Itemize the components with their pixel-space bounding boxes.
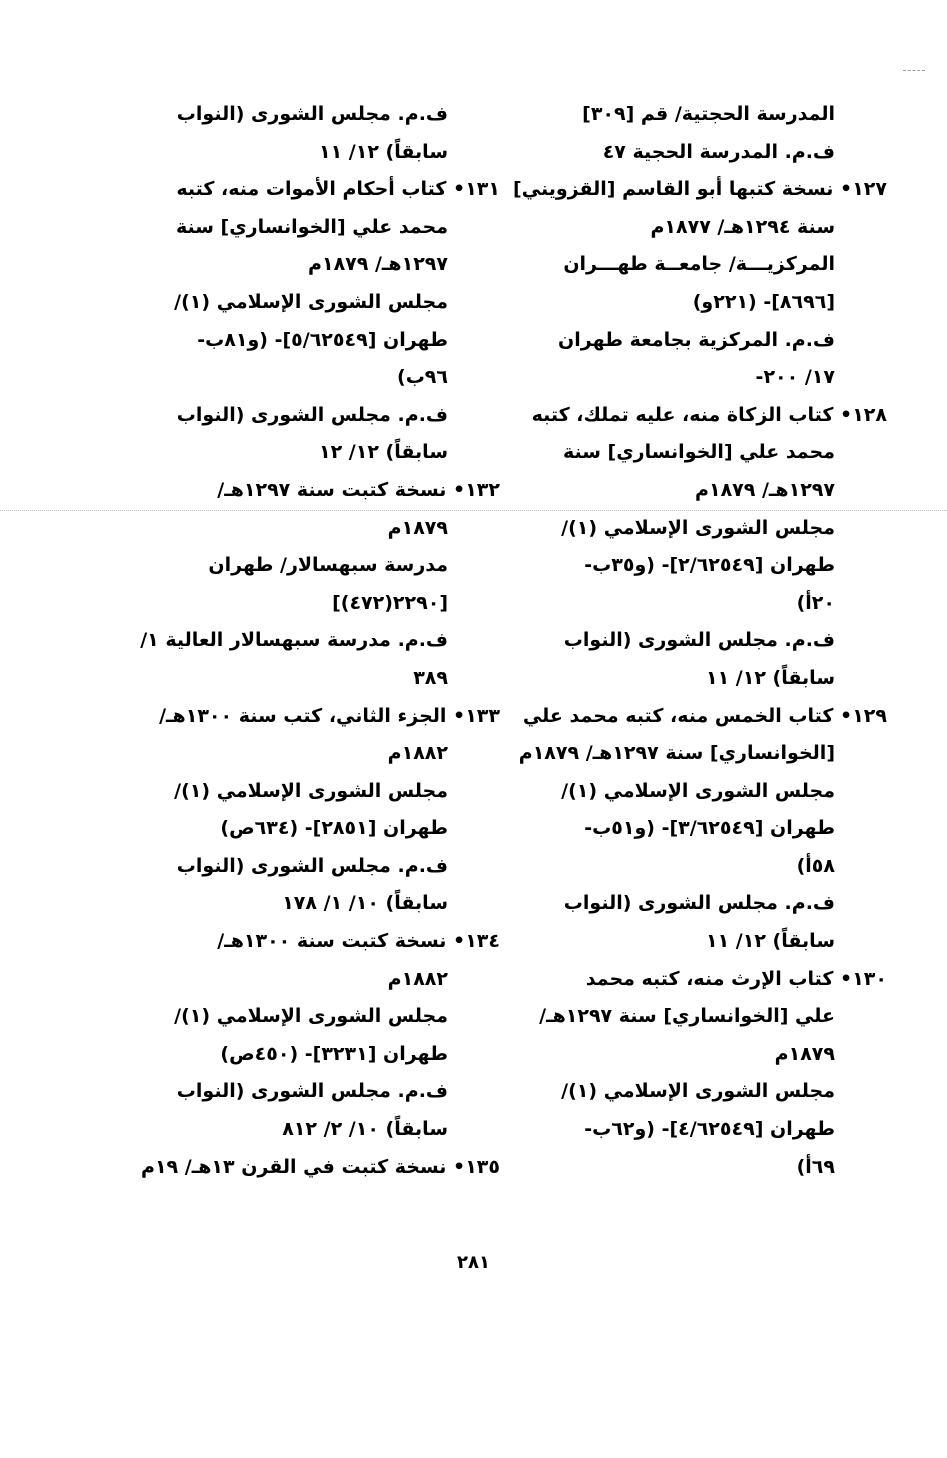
catalog-entry [505,96,835,171]
entry-line: ٦٩أ) [796,1155,835,1178]
entry-line: ١٢٩٧هـ/ ١٨٧٩م [308,253,448,276]
entry-line: مجلس الشورى الإسلامي (١)/ [174,1005,448,1028]
entry-line: ف.م. مجلس الشورى (النواب [563,629,835,652]
entry-line: ١٢٩• كتاب الخمس منه، كتبه محمد علي [522,704,887,727]
entry-line: [الخوانساري] سنة ١٢٩٧هـ/ ١٨٧٩م [518,742,835,765]
entry-line: سنة ١٢٩٤هـ/ ١٨٧٧م [650,215,835,238]
entry-line: ١٣٠• كتاب الإرث منه، كتبه محمد [585,967,887,990]
entry-line: ١٢٧• نسخة كتبها أبو القاسم [القزويني] [513,178,887,201]
entry-line: طهران [٢٨٥١]- (٦٣٤ص) [220,817,448,840]
entry-line: ف.م. مجلس الشورى (النواب [176,854,448,877]
entry-line: محمد علي [الخوانساري] سنة [175,215,448,238]
entry-line: سابقاً) ١٠/ ٢/ ٨١٢ [282,1118,448,1141]
catalog-entry [505,961,887,1187]
entry-line: سابقاً) ١٢/ ١١ [705,666,835,689]
entry-line: محمد علي [الخوانساري] سنة [562,441,835,464]
entry-line: طهران [٤/٦٢٥٤٩]- (و٦٢ب- [584,1118,835,1141]
entry-line: علي [الخوانساري] سنة ١٢٩٧هـ/ [539,1005,835,1028]
catalog-entry [505,698,887,961]
entry-line: مدرسة سبهسالار/ طهران [208,554,448,577]
entry-line: ١٢٨• كتاب الزكاة منه، عليه تملك، كتبه [531,403,887,426]
entry-line: ف.م. مدرسة سبهسالار العالية ١/ [140,629,448,652]
entry-line: ١٢٩٧هـ/ ١٨٧٩م [695,478,835,501]
entry-line: ف.م. مجلس الشورى (النواب [176,103,448,125]
page-number: ٢٨١ [457,1252,490,1273]
entry-line: طهران [٣٢٣١]- (٤٥٠ص) [220,1042,448,1065]
entry-line: ف.م. المركزية بجامعة طهران [558,328,835,351]
entry-line: ١٨٧٩م [387,516,448,539]
catalog-entry [118,698,500,924]
entry-line: ٩٦ب) [397,366,448,389]
entry-line: [٢٢٩٠(٤٧٢)] [332,591,448,614]
entry-line: ١٣٢• نسخة كتبت سنة ١٢٩٧هـ/ [217,478,500,501]
entry-line: ١٣١• كتاب أحكام الأموات منه، كتبه [176,178,500,201]
catalog-entry [118,96,448,171]
right-column [505,96,887,1186]
entry-line: المدرسة الحجتية/ قم [٣٠٩] [582,103,835,125]
entry-line: ١٨٨٢م [387,742,448,765]
catalog-entry [118,1149,500,1187]
entry-line: ف.م. مجلس الشورى (النواب [176,1080,448,1103]
entry-line: ف.م. مجلس الشورى (النواب [563,892,835,915]
entry-line: سابقاً) ١٢/ ١٢ [318,441,448,464]
entry-line: مجلس الشورى الإسلامي (١)/ [174,290,448,313]
entry-line: [٨٦٩٦]- (٢٢١و) [692,290,835,313]
entry-line: ٢٠أ) [796,591,835,614]
entry-line: ١٣٤• نسخة كتبت سنة ١٣٠٠هـ/ [217,930,500,953]
entry-line: ١٣٣• الجزء الثاني، كتب سنة ١٣٠٠هـ/ [159,704,500,727]
entry-line: ف.م. المدرسة الحجية ٤٧ [602,140,835,163]
left-column [118,96,500,1186]
entry-line: ١٨٧٩م [774,1042,835,1065]
entry-line: مجلس الشورى الإسلامي (١)/ [174,779,448,802]
entry-line: ٥٨أ) [796,854,835,877]
entry-line: طهران [٢/٦٢٥٤٩]- (و٣٥ب- [584,554,835,577]
entry-line: ف.م. مجلس الشورى (النواب [176,403,448,426]
entry-line: مجلس الشورى الإسلامي (١)/ [561,1080,835,1103]
entry-line: المركزيـــة/ جامعــة طهـــران [563,253,835,276]
entry-line: ١٧/ ٢٠٠- [755,366,835,389]
catalog-entry [118,472,500,698]
entry-line: طهران [٣/٦٢٥٤٩]- (و٥١ب- [584,817,835,840]
entry-line: ١٨٨٢م [387,967,448,990]
entry-line: مجلس الشوری الإسلامي (١)/ [561,516,835,539]
catalog-entry [505,397,887,698]
entry-line: سابقاً) ١٠/ ١/ ١٧٨ [282,892,448,915]
catalog-entry [118,171,500,472]
entry-line: مجلس الشورى الإسلامي (١)/ [561,779,835,802]
catalog-entry [505,171,887,397]
catalog-entry [118,923,500,1149]
entry-line: طهران [٥/٦٢٥٤٩]- (و٨١ب- [197,328,448,351]
entry-line: سابقاً) ١٢/ ١١ [705,930,835,953]
entry-line: ٣٨٩ [413,666,448,689]
entry-line: سابقاً) ١٢/ ١١ [318,140,448,163]
scan-corner-mark [903,70,925,71]
entry-line: ١٣٥• نسخة كتبت في القرن ١٣هـ/ ١٩م [141,1155,500,1178]
